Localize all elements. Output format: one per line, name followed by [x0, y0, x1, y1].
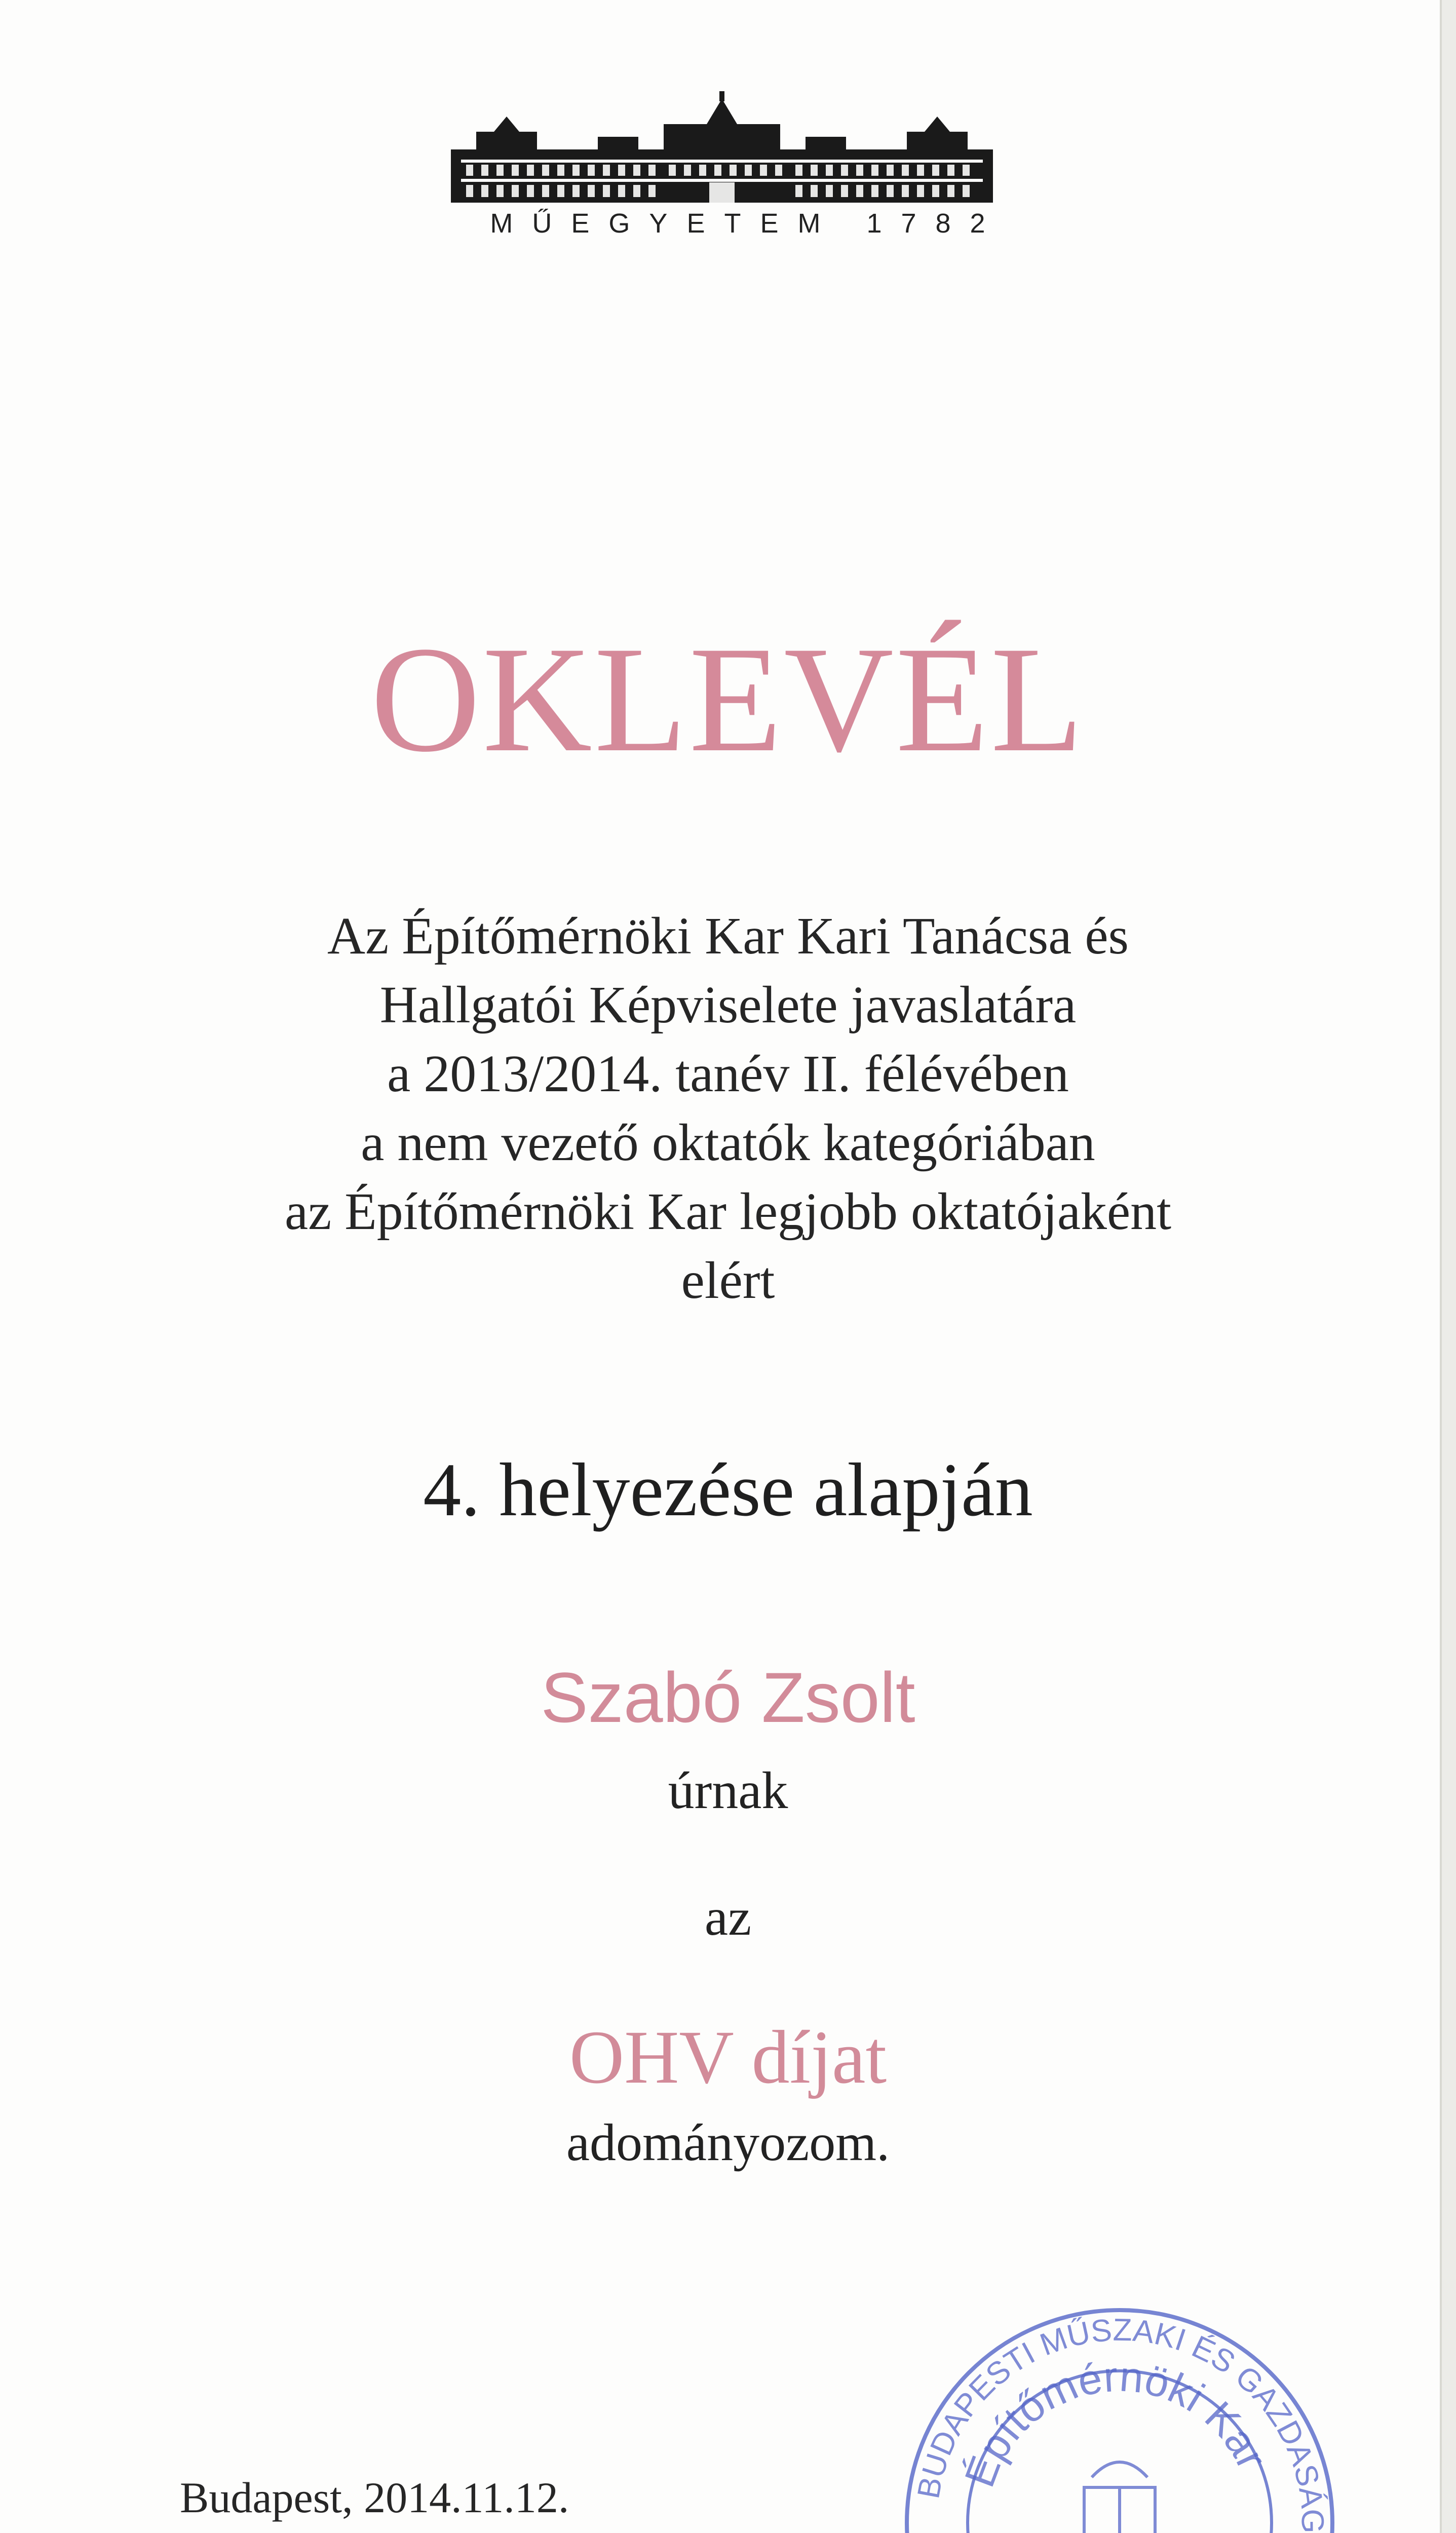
stamp-ring-text: BUDAPESTI MŰSZAKI ÉS GAZDASÁG — [911, 2312, 1330, 2533]
citation-line: Az Építőmérnöki Kar Kari Tanácsa és — [327, 907, 1129, 965]
recipient-name: Szabó Zsolt — [541, 1658, 915, 1737]
university-building-logo — [446, 89, 998, 210]
citation-paragraph — [0, 902, 1456, 1315]
document-title: OKLEVÉL — [370, 615, 1086, 783]
crest-caption: MŰEGYETEM 1782 — [490, 208, 1005, 239]
award-verb: adományozom. — [566, 2114, 890, 2172]
stamp-inner-text: Építőmérnöki Kar — [955, 2352, 1277, 2493]
coat-of-arms-icon — [1084, 2462, 1155, 2533]
award-name: OHV díjat — [569, 2015, 887, 2099]
citation-line: Hallgatói Képviselete javaslatára — [379, 976, 1077, 1034]
honorific: úrnak — [668, 1761, 788, 1820]
place-date: Budapest, 2014.11.12. — [180, 2473, 569, 2522]
article: az — [704, 1888, 752, 1946]
official-stamp — [892, 2295, 1348, 2533]
placement-text: 4. helyezése alapján — [423, 1448, 1033, 1532]
citation-line: elért — [681, 1251, 775, 1310]
citation-line: a 2013/2014. tanév II. félévében — [387, 1045, 1069, 1103]
citation-line: az Építőmérnöki Kar legjobb oktatójaként — [284, 1182, 1172, 1241]
citation-line: a nem vezető oktatók kategóriában — [361, 1114, 1095, 1172]
